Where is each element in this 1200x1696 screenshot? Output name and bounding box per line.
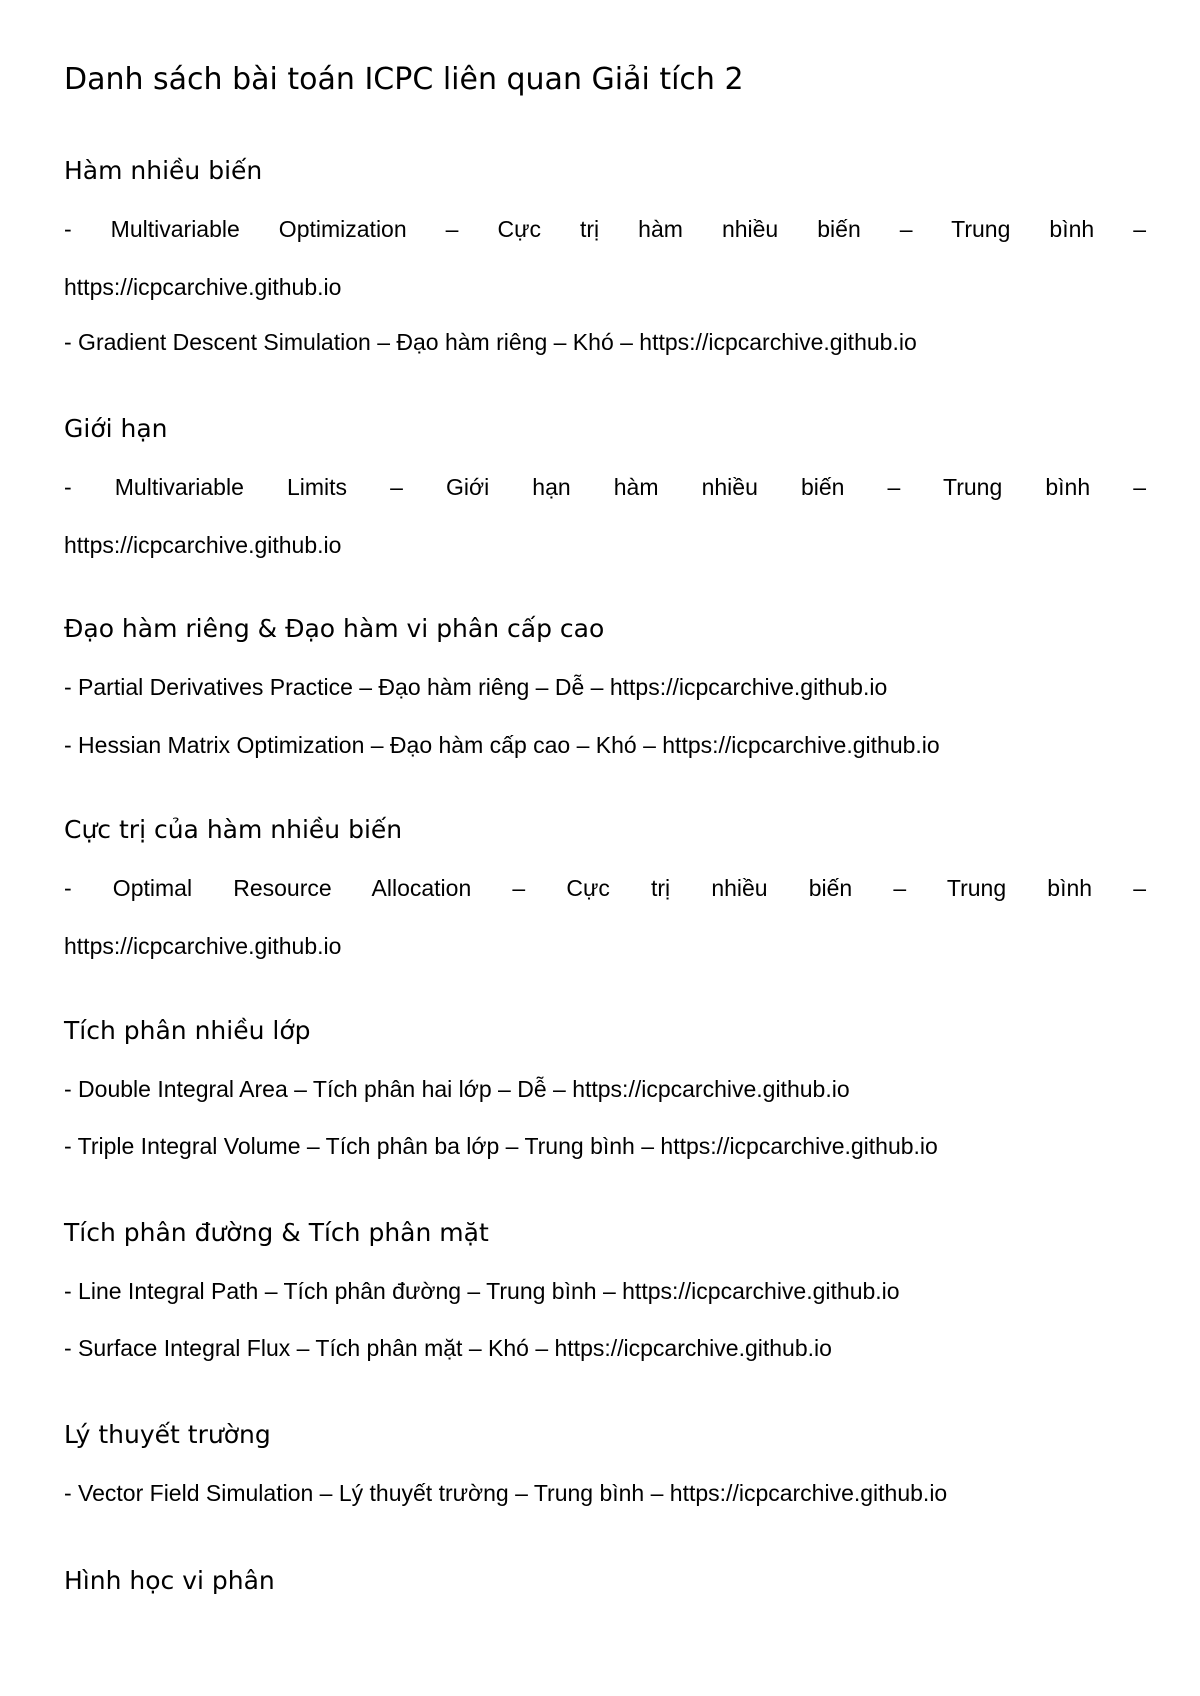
list-item-line: - Gradient Descent Simulation – Đạo hàm riêng – Khó – https://icpcarchive.github.io xyxy=(64,329,917,355)
list-item xyxy=(64,658,1146,716)
section-heading: Đạo hàm riêng & Đạo hàm vi phân cấp cao xyxy=(64,614,605,643)
list-item-line: - Surface Integral Flux – Tích phân mặt – Khó – https://icpcarchive.github.io xyxy=(64,1335,832,1361)
list-item xyxy=(64,1117,1146,1175)
list-item-line: https://icpcarchive.github.io xyxy=(64,933,342,959)
section-heading: Cực trị của hàm nhiều biến xyxy=(64,815,403,844)
section-heading: Lý thuyết trường xyxy=(64,1420,271,1449)
list-item xyxy=(64,1060,1146,1118)
list-item xyxy=(64,716,1146,774)
list-item-line: - Multivariable Optimization – Cực trị hàm nhiều biến – Trung bình – xyxy=(64,216,1146,242)
list-item xyxy=(64,458,1146,574)
list-item-line: - Double Integral Area – Tích phân hai lớp – Dễ – https://icpcarchive.github.io xyxy=(64,1076,850,1102)
list-item xyxy=(64,1319,1146,1377)
section-heading: Giới hạn xyxy=(64,414,168,443)
list-item-line: - Multivariable Limits – Giới hạn hàm nhiều biến – Trung bình – xyxy=(64,474,1146,500)
section-heading: Hàm nhiều biến xyxy=(64,156,263,185)
list-item xyxy=(64,313,1146,371)
list-item xyxy=(64,1262,1146,1320)
list-item-line: - Hessian Matrix Optimization – Đạo hàm cấp cao – Khó – https://icpcarchive.github.io xyxy=(64,732,940,758)
section-heading: Hình học vi phân xyxy=(64,1566,275,1595)
list-item xyxy=(64,859,1146,975)
list-item-line: - Triple Integral Volume – Tích phân ba lớp – Trung bình – https://icpcarchive.github.io xyxy=(64,1133,938,1159)
list-item xyxy=(64,200,1146,316)
document-title: Danh sách bài toán ICPC liên quan Giải tích 2 xyxy=(64,62,744,97)
section-heading: Tích phân nhiều lớp xyxy=(64,1016,311,1045)
list-item-line: - Partial Derivatives Practice – Đạo hàm riêng – Dễ – https://icpcarchive.github.io xyxy=(64,674,888,700)
list-item-line: - Optimal Resource Allocation – Cực trị nhiều biến – Trung bình – xyxy=(64,875,1146,901)
list-item-line: - Line Integral Path – Tích phân đường – Trung bình – https://icpcarchive.github.io xyxy=(64,1278,900,1304)
list-item-line: https://icpcarchive.github.io xyxy=(64,274,342,300)
list-item-line: - Vector Field Simulation – Lý thuyết trường – Trung bình – https://icpcarchive.github.io xyxy=(64,1480,948,1506)
section-heading: Tích phân đường & Tích phân mặt xyxy=(64,1218,489,1247)
list-item xyxy=(64,1464,1146,1522)
list-item-line: https://icpcarchive.github.io xyxy=(64,532,342,558)
